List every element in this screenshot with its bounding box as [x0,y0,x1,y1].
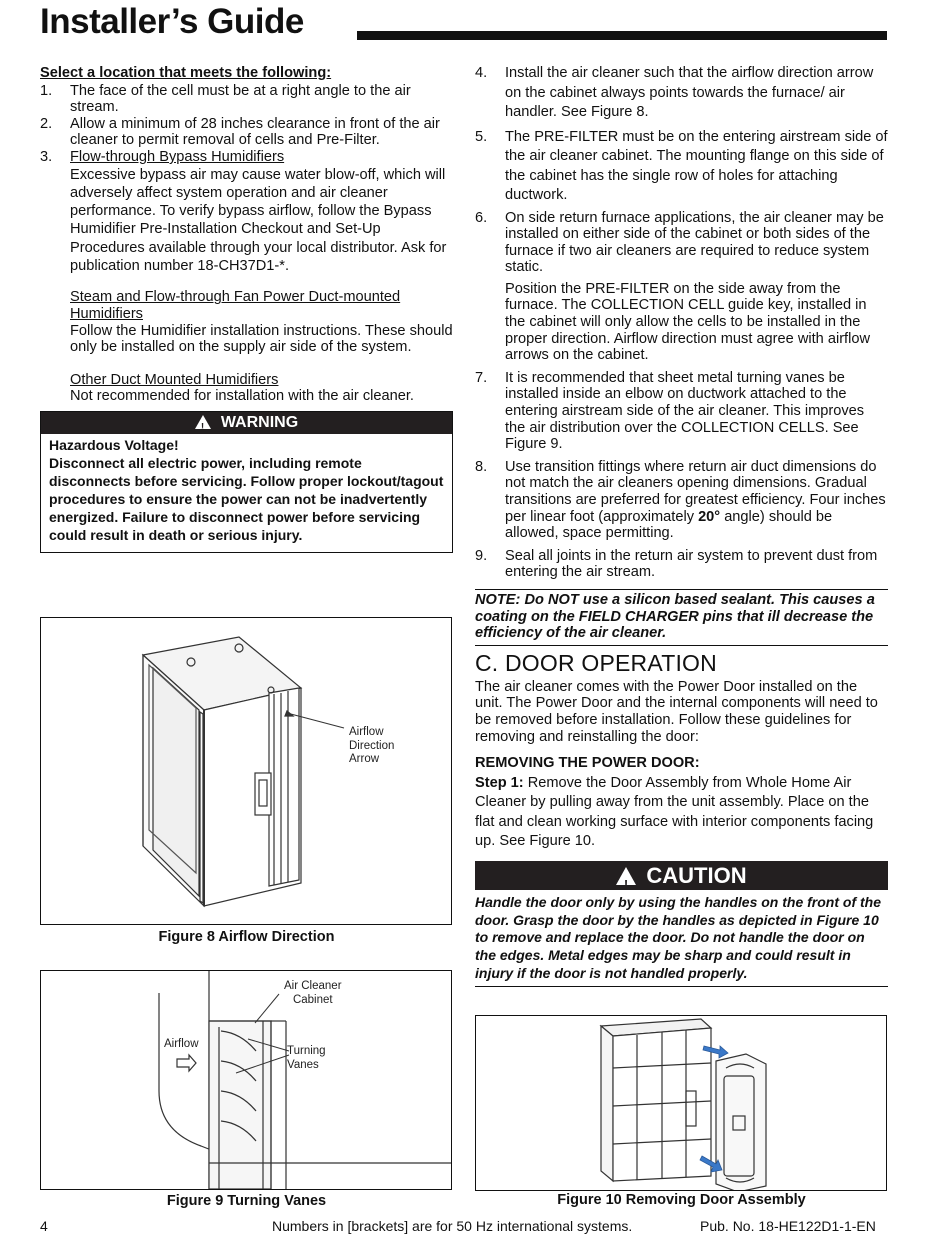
fig9-label-line: Cabinet [292,993,333,1006]
list-text: Install the air cleaner such that the airflow direction arrow on the cabinet always points towards the furnace/ air handler. See Figure 8. [505,65,874,120]
figure-10-frame [475,1015,887,1191]
warning-title: WARNING [220,413,299,431]
warning-header [41,412,452,434]
fig9-cabinet-label [284,980,342,1007]
page-number: 4 [40,1218,48,1234]
list-item [475,370,888,453]
angle-value: 20° [698,508,721,525]
step1-text: Remove the Door Assembly from Whole Home Air Cleaner by pulling away from the unit assembly. Place on the flat and clean working surface with interior components facing up. See Figure 10. [475,774,874,850]
title-rule [357,31,887,40]
list-item [475,459,888,542]
warning-head: Hazardous Voltage! [49,436,179,453]
list-text: On side return furnace applications, the air cleaner may be installed on either side of the cabinet or both sides of the furnace if two air cleaners are required to reduce system static. [505,209,884,276]
list-text: Use transition fittings where return air duct dimensions do not match the air cleaners opening dimensions. Gradual transitions are preferred for greatest efficiency. Four inches per linear foot (approximately [505,458,886,525]
fig9-label-line: Turning [287,1045,326,1057]
warning-box [40,411,453,553]
list-number: 8. [475,458,488,475]
step1 [475,774,888,852]
fig9-label-line: Vanes [287,1058,319,1071]
figure-9-drawing [41,971,451,1189]
location-heading: Select a location that meets the following: [40,65,332,81]
figure-8-caption: Figure 8 Airflow Direction [158,929,335,945]
fig9-label-line: Air Cleaner [284,980,342,992]
caution-title: CAUTION [646,862,747,888]
caution-header [475,861,888,890]
bypass-subheading: Flow-through Bypass Humidifiers [70,148,285,165]
figure-9-frame [40,970,452,1190]
list-text: It is recommended that sheet metal turning vanes be installed inside an elbow on ductwork attached to the entering airstream side of the air cleaner. This improves the air distribution over the COLLECTION CELLS. See Figure 9. [505,369,865,453]
figure-9-caption: Figure 9 Turning Vanes [166,1193,327,1209]
warning-text: Disconnect all electric power, including remote disconnects before servicing. Follow proper lockout/tagout procedures to ensure the power can not be inadvertently energized. Failure to disconnect power before servicing could result in death or serious injury. [49,454,444,543]
note: NOTE: Do NOT use a silicon based sealant. This causes a coating on the FIELD CHARGER pins that ill decrease the efficiency of the air cleaner. [475,589,888,646]
fig8-label-line: Arrow [349,753,380,765]
list-item [475,548,888,581]
publication-number: Pub. No. 18-HE122D1-1-EN [700,1218,876,1234]
figure-8-drawing [41,618,451,924]
fig8-label [349,726,394,767]
other-text: Not recommended for installation with the air cleaner. [70,388,414,405]
list-item [475,128,888,206]
list-number: 2. [40,115,53,132]
list-item [475,64,888,123]
list-item [475,210,888,364]
list-text-2: Position the PRE-FILTER on the side away from the furnace. The COLLECTION CELL guide key, installed in the cabinet will only allow the cells to be installed in the proper direction. Airflow direction must agree with airflow arrows on the cabinet. [505,280,871,364]
list-number: 5. [475,128,488,145]
caution-body: Handle the door only by using the handles on the front of the door. Grasp the door by the handles as depicted in Figure 10 to remove and replace the door. Do not handle the door on the edges. Metal edges may be sharp and could result in injury if the door is not handled properly. [475,890,888,987]
list-text: Seal all joints in the return air system to prevent dust from entering the air stream. [505,547,878,581]
list-number: 4. [475,65,488,81]
removing-heading: REMOVING THE POWER DOOR: [475,755,700,772]
list-item [40,149,453,275]
list-text: Allow a minimum of 28 inches clearance in front of the air cleaner to permit removal of cells and Pre-Filter. [70,115,440,149]
list-text: The PRE-FILTER must be on the entering airstream side of the air cleaner cabinet. The mounting flange on this side of the cabinet has the single row of holes for attaching ductwork. [505,128,888,203]
section-text: The air cleaner comes with the Power Door installed on the unit. The Power Door and the internal components will need to be removed before installation. Follow these guidelines for removing and reinstalling the door: [475,678,878,745]
figure-10-drawing [476,1016,886,1190]
list-number: 9. [475,547,488,564]
fig9-vanes-label [287,1045,326,1072]
page-title: Installer’s Guide [40,2,304,41]
steam-block [40,289,453,355]
left-column [40,65,453,553]
list-number: 6. [475,209,488,226]
list-number: 3. [40,148,53,165]
step1-label: Step 1: [475,774,524,791]
caution-icon [616,867,636,885]
steam-text: Follow the Humidifier installation instructions. These should only be installed on the supply air side of the system. [70,322,453,356]
steam-subheading: Steam and Flow-through Fan Power Duct-mounted Humidifiers [70,289,401,322]
warning-icon [195,415,211,429]
list-text-end: angle) should be allowed, space permitting. [505,508,833,542]
bypass-text: Excessive bypass air may cause water blow-off, which will adversely affect system operation and air cleaner performance. To verify bypass airflow, follow the Bypass Humidifier Pre-Installation Checkout and Set-Up Procedures available through your local distributor. Ask for publication number 18-CH37D1-*. [70,166,447,275]
other-subheading: Other Duct Mounted Humidifiers [70,371,279,388]
list-number: 1. [40,82,53,99]
list-text: The face of the cell must be at a right angle to the air stream. [70,82,411,116]
right-column [475,64,888,987]
figure-10-caption: Figure 10 Removing Door Assembly [557,1192,806,1208]
fig9-airflow-label: Airflow [164,1038,199,1050]
section-title: C. DOOR OPERATION [475,649,717,676]
fig8-label-line: Airflow [349,726,384,738]
list-number: 7. [475,369,488,386]
list-item [40,83,453,116]
fig8-label-line: Direction [349,739,395,752]
footer-note: Numbers in [brackets] are for 50 Hz international systems. [272,1218,633,1234]
other-block [40,372,453,405]
figure-8-frame [40,617,452,925]
warning-body [41,434,452,552]
list-item [40,116,453,149]
